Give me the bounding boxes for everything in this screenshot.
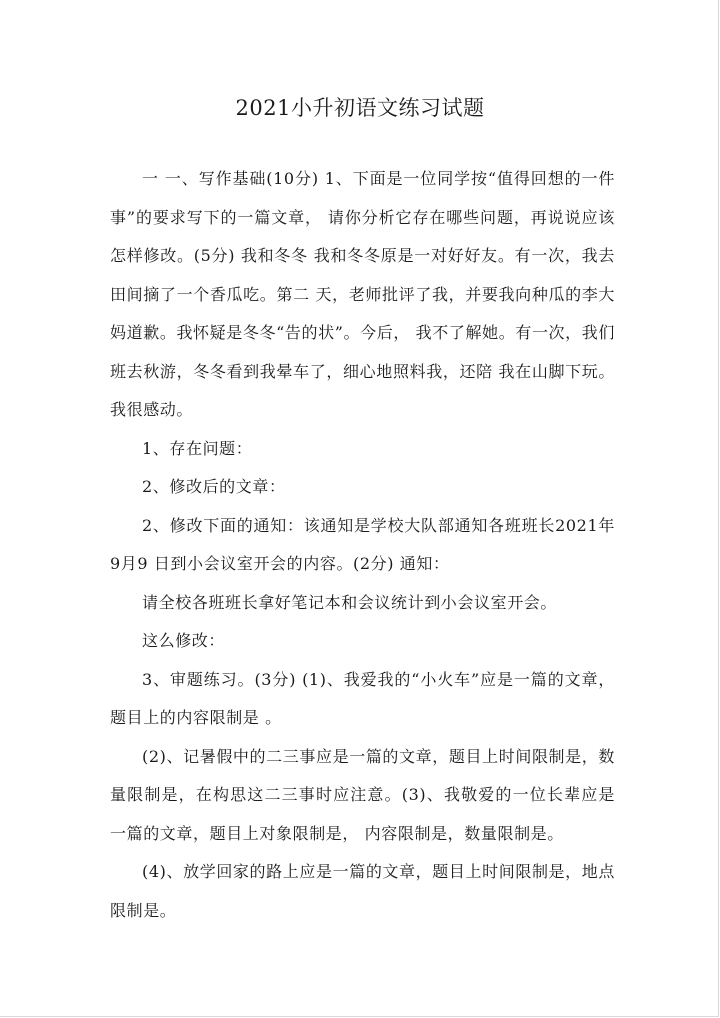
paragraph-notice-task: 2、修改下面的通知：该通知是学校大队部通知各班班长2021年9月9 日到小会议室开会的内容。(2分) 通知： — [110, 515, 615, 573]
paragraph-revised-article: 2、修改后的文章： — [142, 477, 286, 496]
document-body — [110, 160, 615, 930]
page-title: 2021小升初语文练习试题 — [235, 96, 485, 120]
paragraph-topic-practice: 3、审题练习。(3分) (1)、我爱我的“小火车”应是一篇的文章，题目上的内容限制是 。 — [110, 669, 615, 727]
paragraph-revision: 这么修改： — [142, 631, 226, 650]
paragraph-topic-2-3: (2)、记暑假中的二三事应是一篇的文章，题目上时间限制是，数量限制是，在构思这二三事时应注意。(3)、我敬爱的一位长辈应是一篇的文章，题目上对象限制是， 内容限制是，数量限制是。 — [110, 746, 615, 843]
paragraph-writing-basics: 一 一、写作基础(10分) 1、下面是一位同学按“值得回想的一件事”的要求写下的一篇文章， 请你分析它存在哪些问题，再说说应该怎样修改。(5分) 我和冬冬 我和冬冬原是一对好好友。有一次，我去田间摘了一个香瓜吃。第二 天，老师批评了我，并要我向种瓜的李大妈道歉。我怀疑是冬冬“告的状”。今后， 我不了解她。有一次，我们班去秋游，冬冬看到我晕车了，细心地照料我，还陪 我在山脚下玩。我很感动。 — [110, 169, 615, 419]
paragraph-notice-text: 请全校各班班长拿好笔记本和会议统计到小会议室开会。 — [142, 592, 558, 612]
paragraph-existing-problems: 1、存在问题： — [142, 438, 253, 458]
paragraph-topic-4: (4)、放学回家的路上应是一篇的文章，题目上时间限制是，地点限制是。 — [110, 862, 615, 920]
